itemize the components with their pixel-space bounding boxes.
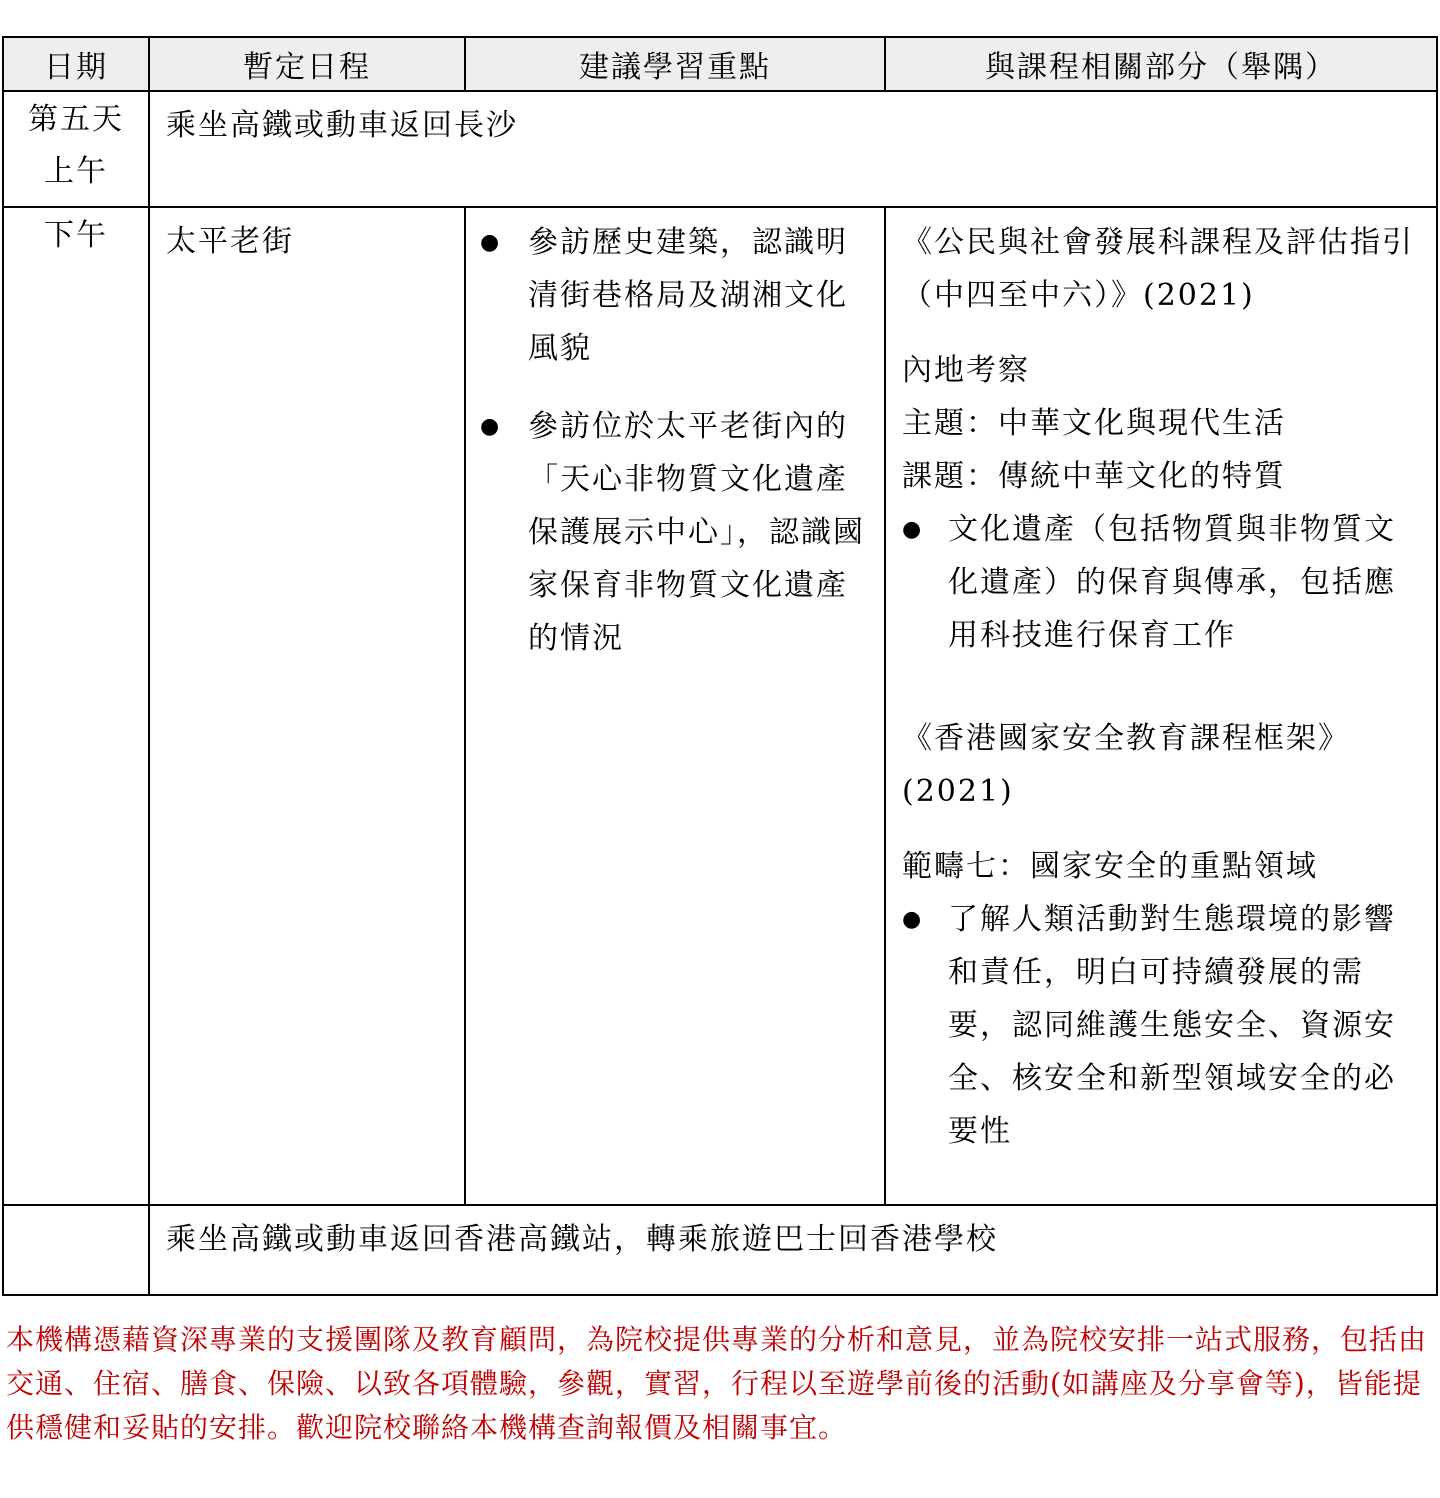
afternoon-label: 下午 [3,207,149,1205]
morning-label: 上午 [44,154,108,189]
learning-point: ● 參訪歷史建築，認識明清街巷格局及湖湘文化風貌 [478,216,870,375]
footer-note: 本機構憑藉資深專業的支援團隊及教育顧問，為院校提供專業的分析和意見，並為院校安排一站式服務，包括由交通、住宿、膳食、保險、以致各項體驗，參觀，實習，行程以至遊學前後的活動(如講座及分享會等)，皆能提供穩健和妥貼的安排。歡迎院校聯絡本機構查詢報價及相關事宜。 [6,1323,1428,1444]
header-date: 日期 [3,37,149,91]
curriculum-bullet-2: ● 了解人類活動對生態環境的影響和責任，明白可持續發展的需要，認同維護生態安全、資源安全、核安全和新型領域安全的必要性 [902,893,1422,1158]
curriculum-cell [885,207,1437,1205]
curriculum-domain: 範疇七：國家安全的重點領域 [902,849,1318,884]
header-learning-focus: 建議學習重點 [465,37,885,91]
header-schedule: 暫定日程 [149,37,465,91]
curriculum-topic: 課題：傳統中華文化的特質 [902,459,1286,494]
day-cell-morning [3,91,149,207]
table-row-afternoon [3,207,1437,1205]
itinerary-table [2,36,1438,1296]
curriculum-doc-1: 《公民與社會發展科課程及評估指引（中四至中六）》(2021) [902,225,1414,313]
morning-activity: 乘坐高鐵或動車返回長沙 [149,91,1437,207]
header-curriculum: 與課程相關部分（舉隅） [885,37,1437,91]
learning-points-cell [465,207,885,1205]
return-activity: 乘坐高鐵或動車返回香港高鐵站，轉乘旅遊巴士回香港學校 [149,1205,1437,1295]
afternoon-place: 太平老街 [149,207,465,1205]
curriculum-section: 內地考察 [902,353,1030,388]
learning-points-list [466,208,884,665]
curriculum-bullet-1: ● 文化遺產（包括物質與非物質文化遺產）的保育與傳承，包括應用科技進行保育工作 [902,503,1422,662]
curriculum-theme: 主題：中華文化與現代生活 [902,406,1286,441]
learning-point: ● 參訪位於太平老街內的「天心非物質文化遺產保護展示中心」，認識國家保育非物質文化遺產的情況 [478,400,870,665]
table-row-return [3,1205,1437,1295]
empty-day-cell [3,1205,149,1295]
day-label: 第五天 [28,102,124,137]
table-row-morning [3,91,1437,207]
curriculum-doc-2: 《香港國家安全教育課程框架》(2021) [902,721,1350,809]
header-row [3,37,1437,91]
